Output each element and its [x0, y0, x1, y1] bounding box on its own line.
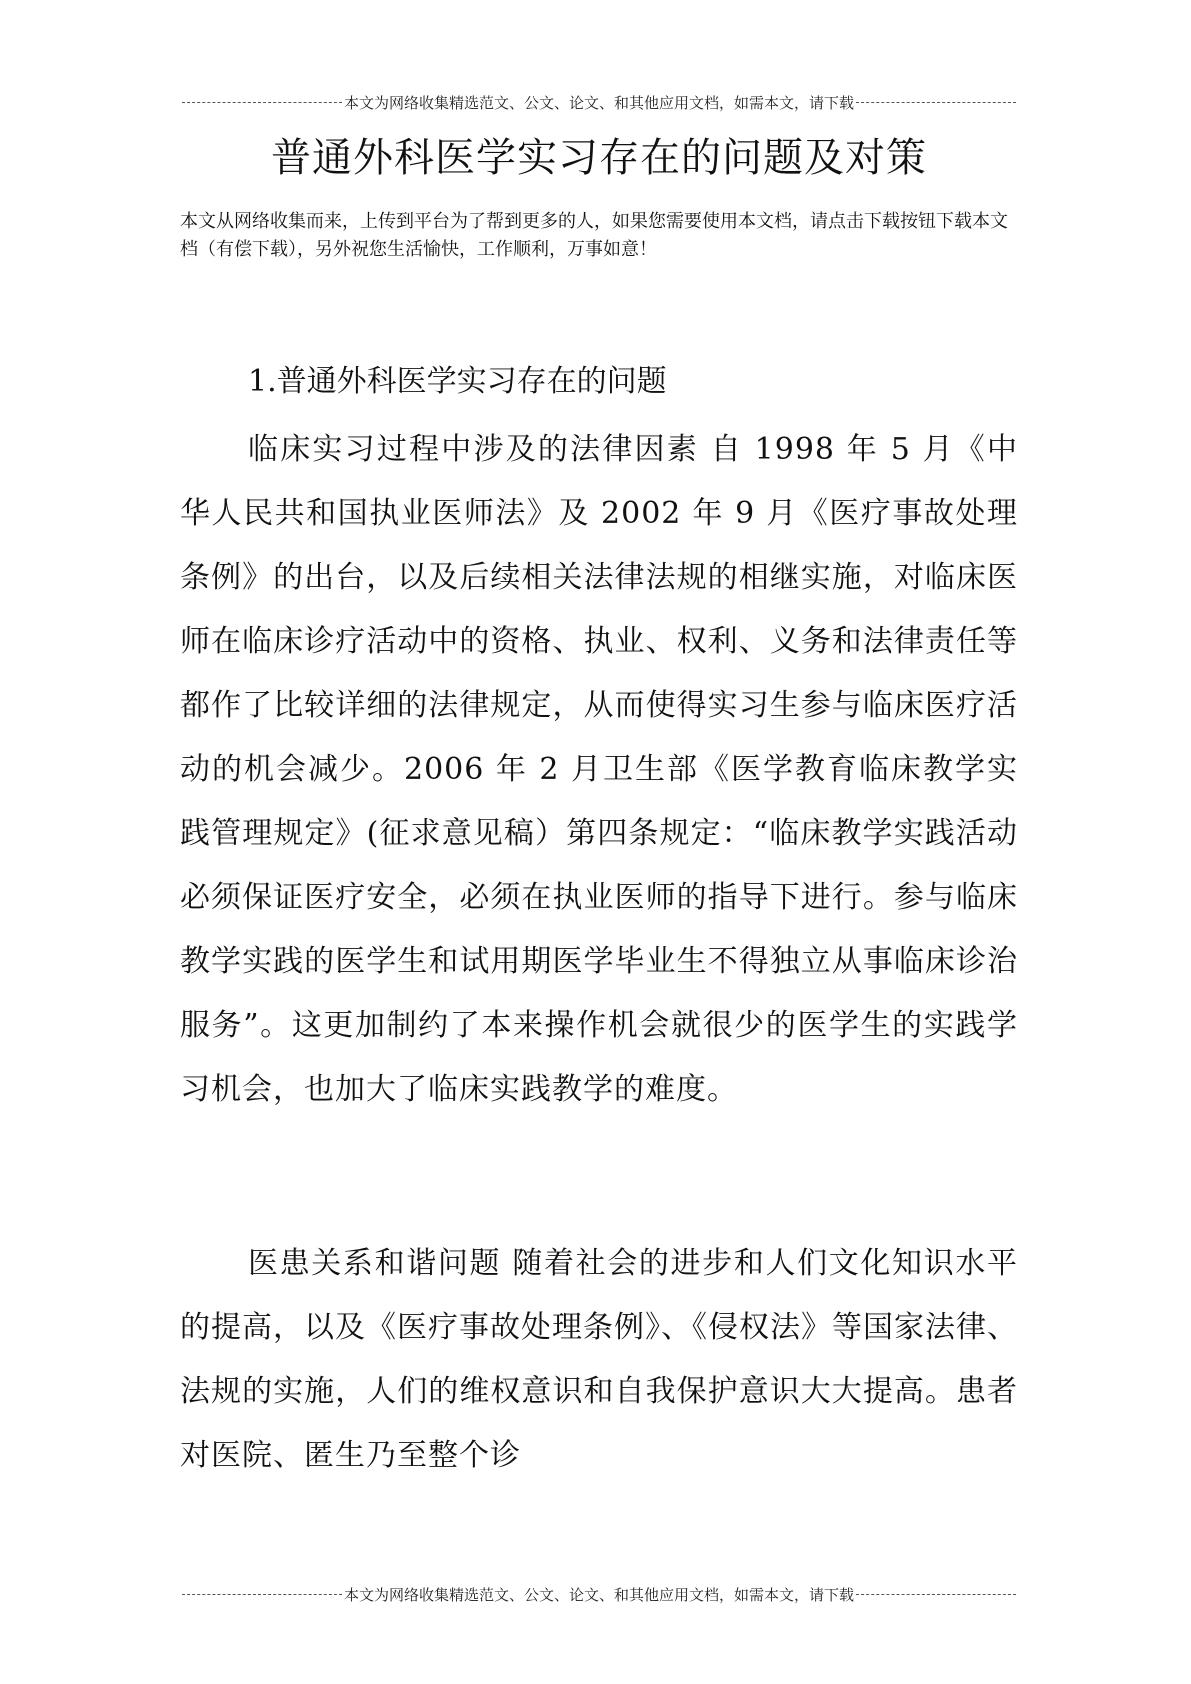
disclaimer-text: 本文从网络收集而来，上传到平台为了帮到更多的人，如果您需要使用本文档，请点击下载按钮下载本文档（有偿下载），另外祝您生活愉快，工作顺利，万事如意！	[180, 211, 1008, 260]
header-dash-left	[182, 102, 342, 103]
footer-dash-left	[182, 1594, 342, 1595]
page-header	[180, 92, 1018, 113]
footer-text: 本文为网络收集精选范文、公文、论文、和其他应用文档，如需本文，请下载	[344, 1586, 855, 1604]
header-dash-right	[856, 102, 1016, 103]
section-heading: 1.普通外科医学实习存在的问题	[248, 364, 667, 399]
body-paragraph: 医患关系和谐问题 随着社会的进步和人们文化知识水平的提高，以及《医疗事故处理条例》、《侵权法》等国家法律、法规的实施，人们的维权意识和自我保护意识大大提高。患者对医院、匿生乃至整个诊	[180, 1246, 1018, 1473]
body-paragraph: 临床实习过程中涉及的法律因素 自 1998 年 5 月《中华人民共和国执业医师法》及 2002 年 9 月《医疗事故处理条例》的出台，以及后续相关法律法规的相继实施，对临床医师在临床诊疗活动中的资格、执业、权利、义务和法律责任等都作了比较详细的法律规定，从而使得实习生参与临床医疗活动的机会减少。2006 年 2 月卫生部《医学教育临床教学实践管理规定》(征求意见稿）第四条规定：“临床教学实践活动必须保证医疗安全，必须在执业医师的指导下进行。参与临床教学实践的医学生和试用期医学毕业生不得独立从事临床诊治服务”。这更加制约了本来操作机会就很少的医学生的实践学习机会，也加大了临床实践教学的难度。	[180, 432, 1018, 1107]
footer-dash-right	[856, 1594, 1016, 1595]
document-title: 普通外科医学实习存在的问题及对策	[271, 135, 927, 181]
header-text: 本文为网络收集精选范文、公文、论文、和其他应用文档，如需本文，请下载	[344, 94, 855, 112]
page-footer	[180, 1584, 1018, 1605]
